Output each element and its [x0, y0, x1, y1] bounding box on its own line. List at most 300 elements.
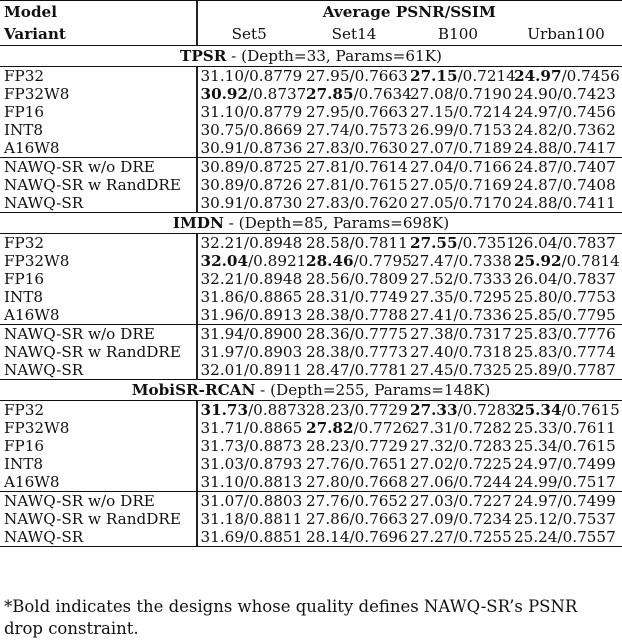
psnr-value: 27.81 — [306, 158, 350, 176]
model-variant-name: NAWQ-SR w/o DRE — [0, 492, 196, 511]
ssim-value: /0.7333 — [453, 270, 512, 288]
ssim-value: /0.7499 — [557, 492, 616, 510]
ssim-value: /0.7615 — [561, 401, 620, 419]
table-row — [0, 234, 622, 253]
ssim-value: /0.8736 — [243, 139, 303, 157]
psnr-ssim-cell — [406, 437, 510, 455]
psnr-ssim-cell — [196, 121, 302, 139]
psnr-ssim-cell — [510, 473, 622, 492]
model-variant-name: NAWQ-SR — [4, 361, 84, 379]
section-title — [0, 46, 622, 67]
psnr-ssim-cell — [510, 455, 622, 473]
psnr-ssim-cell — [510, 492, 622, 511]
psnr-value: 26.04 — [514, 234, 558, 252]
psnr-value: 27.85 — [306, 85, 354, 103]
psnr-ssim-cell — [406, 103, 510, 121]
psnr-ssim-cell — [406, 528, 510, 547]
psnr-ssim-cell — [302, 325, 406, 344]
model-variant-name: INT8 — [4, 121, 44, 139]
section-model-specs: - (Depth=85, Params=698K) — [223, 214, 450, 232]
psnr-value: 25.24 — [514, 528, 558, 546]
psnr-ssim-cell — [196, 176, 302, 194]
table-row — [0, 252, 622, 270]
ssim-value: /0.8730 — [243, 194, 303, 212]
model-variant-name: A16W8 — [4, 139, 60, 157]
ssim-value: /0.7573 — [349, 121, 408, 139]
psnr-ssim-cell — [196, 492, 302, 511]
ssim-value: /0.7325 — [453, 361, 512, 379]
model-variant-name: FP16 — [4, 437, 45, 455]
model-variant-name: FP32W8 — [4, 85, 70, 103]
psnr-ssim-cell — [196, 528, 302, 547]
psnr-ssim-cell — [406, 85, 510, 103]
psnr-ssim-cell — [302, 67, 406, 86]
psnr-value: 27.06 — [410, 473, 454, 491]
ssim-value: /0.7318 — [453, 343, 512, 361]
model-variant-name: FP32 — [4, 67, 45, 85]
psnr-ssim-cell — [510, 419, 622, 437]
ssim-value: /0.7557 — [557, 528, 616, 546]
psnr-value: 25.33 — [514, 419, 558, 437]
table-row — [0, 473, 622, 492]
ssim-value: /0.7773 — [349, 343, 408, 361]
psnr-ssim-cell — [302, 121, 406, 139]
ssim-value: /0.8779 — [243, 103, 303, 121]
ssim-value: /0.7338 — [453, 252, 512, 270]
ssim-value: /0.7696 — [349, 528, 408, 546]
ssim-value: /0.7153 — [453, 121, 512, 139]
psnr-value: 28.31 — [306, 288, 350, 306]
model-variant-name: NAWQ-SR w RandDRE — [4, 176, 181, 194]
table-row — [0, 492, 622, 511]
ssim-value: /0.7611 — [557, 419, 616, 437]
table-row — [0, 121, 622, 139]
ssim-value: /0.8865 — [243, 288, 303, 306]
model-variant-name: INT8 — [4, 455, 44, 473]
psnr-value: 30.89 — [200, 158, 244, 176]
section-model-name: MobiSR-RCAN — [131, 381, 256, 399]
psnr-ssim-cell — [302, 361, 406, 380]
table-row — [0, 419, 622, 437]
psnr-value: 24.82 — [514, 121, 558, 139]
psnr-value: 27.35 — [410, 288, 454, 306]
psnr-value: 32.21 — [200, 270, 244, 288]
table-row — [0, 361, 622, 380]
table-row — [0, 67, 622, 86]
psnr-value: 30.89 — [200, 176, 244, 194]
psnr-value: 26.99 — [410, 121, 454, 139]
psnr-value: 27.04 — [410, 158, 454, 176]
ssim-value: /0.7234 — [453, 510, 512, 528]
psnr-ssim-cell — [196, 234, 302, 253]
footnote: *Bold indicates the designs whose quality defines NAWQ-SR’s PSNR drop constraint. — [4, 597, 578, 638]
table-row — [0, 401, 622, 420]
ssim-value: /0.7811 — [349, 234, 408, 252]
psnr-ssim-cell — [406, 401, 516, 420]
psnr-value: 30.91 — [200, 194, 244, 212]
psnr-ssim-cell — [196, 306, 302, 325]
psnr-value: 27.82 — [306, 419, 354, 437]
psnr-value: 28.23 — [306, 437, 350, 455]
header-row-2 — [0, 23, 622, 46]
psnr-ssim-cell — [196, 158, 302, 177]
psnr-value: 24.90 — [514, 85, 558, 103]
psnr-value: 24.99 — [514, 473, 558, 491]
ssim-value: /0.8948 — [243, 270, 303, 288]
psnr-value: 27.07 — [410, 139, 454, 157]
psnr-value: 27.95 — [306, 103, 350, 121]
psnr-ssim-cell — [510, 158, 622, 177]
psnr-value: 27.47 — [410, 252, 454, 270]
psnr-value: 30.91 — [200, 139, 244, 157]
ssim-value: /0.7651 — [349, 455, 408, 473]
table-row — [0, 158, 622, 177]
psnr-value: 31.07 — [200, 492, 244, 510]
psnr-value: 28.14 — [306, 528, 350, 546]
psnr-value: 25.83 — [514, 343, 558, 361]
psnr-ssim-cell — [510, 288, 622, 306]
psnr-value: 27.55 — [410, 234, 458, 252]
ssim-value: /0.7283 — [457, 401, 516, 419]
model-variant-name: NAWQ-SR — [4, 194, 84, 212]
model-variant-name: NAWQ-SR — [0, 528, 196, 547]
model-variant-name: A16W8 — [4, 473, 60, 491]
ssim-value: /0.7282 — [453, 419, 512, 437]
ssim-value: /0.8873 — [248, 401, 307, 419]
psnr-ssim-cell — [302, 343, 406, 361]
psnr-ssim-cell — [510, 325, 622, 344]
psnr-ssim-cell — [510, 85, 622, 103]
ssim-value: /0.7190 — [453, 85, 512, 103]
psnr-value: 32.21 — [200, 234, 244, 252]
psnr-ssim-cell — [196, 194, 302, 213]
psnr-value: 27.81 — [306, 176, 350, 194]
psnr-ssim-cell — [406, 325, 510, 344]
psnr-ssim-cell — [196, 288, 302, 306]
psnr-value: 24.88 — [514, 194, 558, 212]
ssim-value: /0.7814 — [561, 252, 620, 270]
psnr-ssim-cell — [406, 510, 510, 528]
model-variant-name: FP16 — [4, 270, 45, 288]
psnr-ssim-cell — [510, 306, 622, 325]
psnr-ssim-cell — [196, 361, 302, 380]
psnr-value: 25.85 — [514, 306, 558, 324]
psnr-value: 27.52 — [410, 270, 454, 288]
psnr-ssim-cell — [302, 158, 406, 177]
table-row — [0, 528, 622, 547]
section-header — [0, 380, 622, 401]
psnr-ssim-cell — [406, 176, 510, 194]
ssim-value: /0.7787 — [557, 361, 616, 379]
psnr-ssim-cell — [302, 401, 406, 420]
psnr-value: 25.83 — [514, 325, 558, 343]
psnr-ssim-cell — [406, 288, 510, 306]
psnr-value: 27.09 — [410, 510, 454, 528]
psnr-value: 27.15 — [410, 67, 458, 85]
psnr-value: 31.03 — [200, 455, 244, 473]
psnr-ssim-cell — [510, 361, 622, 380]
ssim-value: /0.7620 — [349, 194, 408, 212]
table-row — [0, 85, 622, 103]
psnr-value: 31.10 — [200, 103, 244, 121]
ssim-value: /0.8726 — [243, 176, 303, 194]
psnr-value: 28.46 — [306, 252, 354, 270]
ssim-value: /0.7317 — [453, 325, 512, 343]
psnr-value: 27.74 — [306, 121, 350, 139]
psnr-ssim-cell — [196, 510, 302, 528]
psnr-value: 24.88 — [514, 139, 558, 157]
psnr-ssim-cell — [510, 176, 622, 194]
psnr-value: 27.40 — [410, 343, 454, 361]
ssim-value: /0.8913 — [243, 306, 303, 324]
section-header — [0, 46, 622, 67]
psnr-value: 28.58 — [306, 234, 350, 252]
psnr-ssim-cell — [406, 234, 516, 253]
psnr-value: 31.86 — [200, 288, 244, 306]
ssim-value: /0.8803 — [243, 492, 303, 510]
psnr-value: 28.47 — [306, 361, 350, 379]
psnr-ssim-cell — [510, 270, 622, 288]
psnr-value: 27.32 — [410, 437, 454, 455]
psnr-ssim-cell — [196, 139, 302, 158]
model-variant-name: NAWQ-SR w RandDRE — [4, 510, 181, 528]
ssim-value: /0.7499 — [557, 455, 616, 473]
ssim-value: /0.7517 — [557, 473, 616, 491]
ssim-value: /0.7166 — [453, 158, 512, 176]
psnr-ssim-cell — [302, 103, 406, 121]
psnr-value: 31.71 — [200, 419, 244, 437]
psnr-value: 24.97 — [514, 492, 558, 510]
model-variant-name: FP32W8 — [4, 419, 70, 437]
dataset-header: Set14 — [331, 25, 377, 43]
psnr-ssim-cell — [196, 437, 302, 455]
dataset-header: B100 — [437, 25, 479, 43]
ssim-value: /0.7652 — [349, 492, 408, 510]
model-variant-name: NAWQ-SR w RandDRE — [4, 343, 181, 361]
psnr-value: 27.95 — [306, 67, 350, 85]
psnr-ssim-cell — [302, 85, 412, 103]
psnr-ssim-cell — [510, 528, 622, 547]
psnr-value: 27.45 — [410, 361, 454, 379]
ssim-value: /0.7214 — [457, 67, 516, 85]
psnr-value: 27.38 — [410, 325, 454, 343]
psnr-ssim-cell — [510, 437, 622, 455]
psnr-value: 27.15 — [410, 103, 454, 121]
header-row-1 — [0, 1, 622, 24]
ssim-value: /0.7726 — [353, 419, 412, 437]
ssim-value: /0.8669 — [243, 121, 303, 139]
ssim-value: /0.7336 — [453, 306, 512, 324]
ssim-value: /0.7663 — [349, 103, 408, 121]
ssim-value: /0.7634 — [353, 85, 412, 103]
ssim-value: /0.7615 — [557, 437, 616, 455]
ssim-value: /0.8851 — [243, 528, 303, 546]
psnr-ssim-cell — [196, 343, 302, 361]
ssim-value: /0.7456 — [557, 103, 616, 121]
ssim-value: /0.7809 — [349, 270, 408, 288]
section-title — [0, 380, 622, 401]
psnr-value: 25.92 — [514, 252, 562, 270]
psnr-value: 27.03 — [410, 492, 454, 510]
psnr-value: 27.80 — [306, 473, 350, 491]
psnr-ssim-cell — [406, 194, 510, 213]
psnr-ssim-cell — [302, 252, 412, 270]
psnr-value: 31.94 — [200, 325, 244, 343]
psnr-value: 25.12 — [514, 510, 558, 528]
table-row — [0, 306, 622, 325]
psnr-ssim-cell — [510, 252, 622, 270]
ssim-value: /0.7775 — [349, 325, 408, 343]
model-variant-name: FP32W8 — [4, 252, 70, 270]
ssim-value: /0.7776 — [557, 325, 616, 343]
metric-title: Average PSNR/SSIM — [196, 1, 622, 24]
psnr-ssim-cell — [302, 139, 406, 158]
psnr-ssim-cell — [302, 437, 406, 455]
ssim-value: /0.7615 — [349, 176, 408, 194]
section-model-name: IMDN — [172, 214, 224, 232]
psnr-ssim-cell — [196, 103, 302, 121]
psnr-value: 28.56 — [306, 270, 350, 288]
ssim-value: /0.8903 — [243, 343, 303, 361]
section-model-name: TPSR — [180, 47, 227, 65]
model-variant-name: NAWQ-SR w/o DRE — [0, 325, 196, 344]
psnr-ssim-cell — [510, 67, 622, 86]
ssim-value: /0.8911 — [243, 361, 303, 379]
ssim-value: /0.7729 — [349, 401, 408, 419]
psnr-ssim-cell — [196, 401, 307, 420]
ssim-value: /0.8811 — [243, 510, 303, 528]
psnr-value: 30.92 — [200, 85, 249, 103]
psnr-value: 27.05 — [410, 176, 454, 194]
psnr-ssim-cell — [302, 194, 406, 213]
psnr-value: 31.69 — [200, 528, 244, 546]
psnr-value: 24.87 — [514, 176, 558, 194]
psnr-value: 27.86 — [306, 510, 350, 528]
psnr-value: 27.76 — [306, 455, 350, 473]
psnr-value: 24.97 — [514, 67, 562, 85]
ssim-value: /0.7614 — [349, 158, 408, 176]
psnr-ssim-cell — [196, 325, 302, 344]
ssim-value: /0.7795 — [557, 306, 616, 324]
table-row — [0, 510, 622, 528]
table-row — [0, 103, 622, 121]
psnr-value: 31.96 — [200, 306, 244, 324]
psnr-ssim-cell — [406, 270, 510, 288]
model-variant-name: FP32 — [4, 234, 45, 252]
ssim-value: /0.7417 — [557, 139, 616, 157]
ssim-value: /0.7788 — [349, 306, 408, 324]
psnr-value: 25.89 — [514, 361, 558, 379]
psnr-ssim-cell — [406, 158, 510, 177]
model-variant-name: A16W8 — [4, 306, 60, 324]
section-header — [0, 213, 622, 234]
ssim-value: /0.8948 — [243, 234, 303, 252]
psnr-ssim-cell — [302, 288, 406, 306]
psnr-ssim-cell — [302, 510, 406, 528]
ssim-value: /0.7244 — [453, 473, 512, 491]
psnr-value: 28.38 — [306, 306, 350, 324]
table-row — [0, 288, 622, 306]
psnr-ssim-cell — [302, 455, 406, 473]
ssim-value: /0.8873 — [243, 437, 303, 455]
ssim-value: /0.8737 — [248, 85, 307, 103]
ssim-value: /0.7411 — [557, 194, 616, 212]
ssim-value: /0.7214 — [453, 103, 512, 121]
ssim-value: /0.7663 — [349, 510, 408, 528]
ssim-value: /0.7169 — [453, 176, 512, 194]
psnr-value: 24.97 — [514, 103, 558, 121]
ssim-value: /0.7408 — [557, 176, 616, 194]
psnr-ssim-cell — [302, 419, 412, 437]
psnr-ssim-cell — [302, 270, 406, 288]
psnr-value: 24.97 — [514, 455, 558, 473]
ssim-value: /0.7774 — [557, 343, 616, 361]
psnr-ssim-cell — [406, 473, 510, 492]
psnr-ssim-cell — [406, 139, 510, 158]
ssim-value: /0.7668 — [349, 473, 408, 491]
ssim-value: /0.8725 — [243, 158, 303, 176]
dataset-header: Urban100 — [527, 25, 605, 43]
table-row — [0, 343, 622, 361]
psnr-ssim-cell — [406, 455, 510, 473]
psnr-ssim-cell — [510, 234, 622, 253]
ssim-value: /0.8779 — [243, 67, 303, 85]
psnr-value: 25.80 — [514, 288, 558, 306]
psnr-value: 27.83 — [306, 194, 350, 212]
model-variant-name: INT8 — [4, 288, 44, 306]
psnr-ssim-cell — [510, 343, 622, 361]
psnr-ssim-cell — [196, 419, 302, 437]
ssim-value: /0.7456 — [561, 67, 620, 85]
psnr-ssim-cell — [510, 401, 622, 420]
psnr-value: 28.38 — [306, 343, 350, 361]
model-variant-name: NAWQ-SR w/o DRE — [0, 158, 196, 177]
psnr-ssim-cell — [196, 473, 302, 492]
table-row — [0, 194, 622, 213]
psnr-value: 27.27 — [410, 528, 454, 546]
ssim-value: /0.7227 — [453, 492, 512, 510]
psnr-value: 27.76 — [306, 492, 350, 510]
ssim-value: /0.7537 — [557, 510, 616, 528]
psnr-ssim-cell — [196, 67, 302, 86]
ssim-value: /0.7753 — [557, 288, 616, 306]
table-row — [0, 325, 622, 344]
ssim-value: /0.7729 — [349, 437, 408, 455]
ssim-value: /0.7189 — [453, 139, 512, 157]
table-row — [0, 176, 622, 194]
ssim-value: /0.7630 — [349, 139, 408, 157]
psnr-ssim-cell — [406, 252, 510, 270]
section-title — [0, 213, 622, 234]
ssim-value: /0.7407 — [557, 158, 616, 176]
psnr-ssim-cell — [302, 306, 406, 325]
psnr-value: 24.87 — [514, 158, 558, 176]
psnr-ssim-cell — [196, 270, 302, 288]
psnr-value: 31.97 — [200, 343, 244, 361]
ssim-value: /0.7170 — [453, 194, 512, 212]
psnr-ssim-cell — [302, 176, 406, 194]
ssim-value: /0.7663 — [349, 67, 408, 85]
psnr-value: 27.31 — [410, 419, 454, 437]
psnr-value: 28.36 — [306, 325, 350, 343]
ssim-value: /0.7255 — [453, 528, 512, 546]
table-row — [0, 437, 622, 455]
psnr-value: 27.02 — [410, 455, 454, 473]
ssim-value: /0.7749 — [349, 288, 408, 306]
ssim-value: /0.8813 — [243, 473, 303, 491]
psnr-value: 32.04 — [200, 252, 249, 270]
psnr-ssim-cell — [510, 121, 622, 139]
